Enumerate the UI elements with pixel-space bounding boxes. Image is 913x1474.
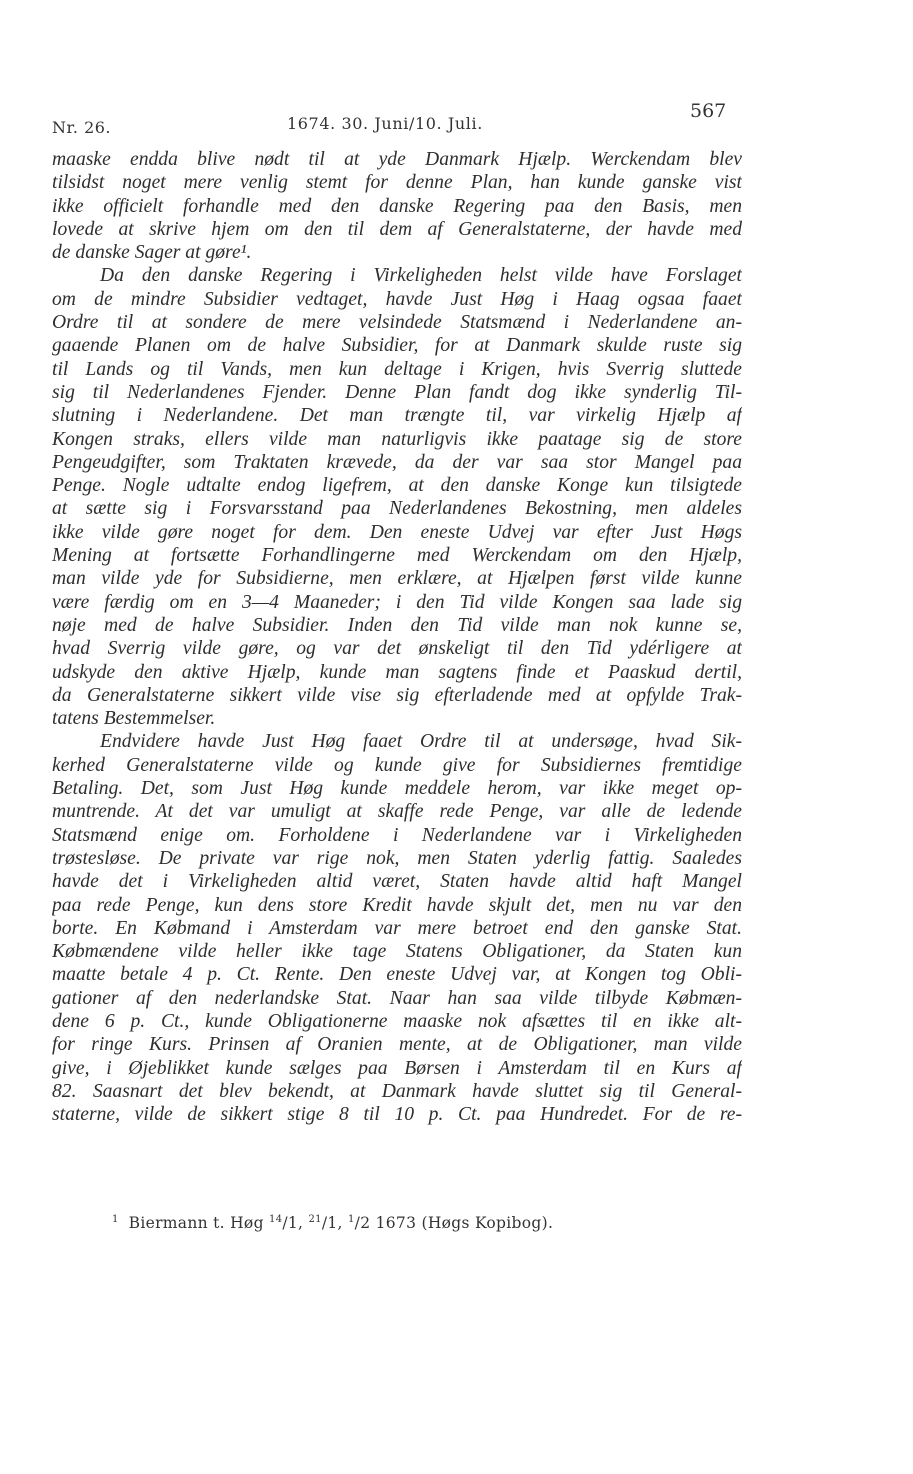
footnote-date3-rest: /2 [354, 1214, 371, 1232]
footnote-date1-sup: 14 [269, 1213, 283, 1225]
text-line: til Lands og til Vands, men kun deltage i Krigen, hvis Sverrig sluttede [52, 358, 742, 380]
footnote-date2-sup: 21 [308, 1213, 322, 1225]
text-line: tilsidst noget mere venlig stemt for denne Plan, han kunde ganske vist [52, 172, 742, 194]
text-line: Pengeudgifter, som Traktaten krævede, da der var saa stor Mangel paa [52, 451, 742, 473]
text-line: Købmændene vilde heller ikke tage Statens Obligationer, da Staten kun [52, 941, 742, 963]
running-header [52, 108, 733, 138]
text-line: paa rede Penge, kun dens store Kredit havde skjult det, men nu var den [52, 894, 742, 916]
text-line: for ringe Kurs. Prinsen af Oranien mente, at de Obligationer, man vilde [52, 1034, 742, 1056]
text-line: ikke officielt forhandle med den danske Regering paa den Basis, men [52, 195, 742, 217]
text-line: man vilde yde for Subsidierne, men erklære, at Hjælpen først vilde kunne [52, 568, 742, 590]
footnote-text-after: 1673 (Høgs Kopibog). [375, 1214, 554, 1232]
text-line: tatens Bestemmelser. [52, 708, 216, 730]
text-line: borte. En Købmand i Amsterdam var mere betroet end den ganske Stat. [52, 917, 742, 939]
footnote-date1-rest: /1, [282, 1214, 304, 1232]
page-number: 567 [690, 100, 727, 122]
text-line: kerhed Generalstaterne vilde og kunde give for Subsidiernes fremtidige [52, 754, 742, 776]
document-number: Nr. 26. [52, 118, 112, 137]
footnote-date2-rest: /1, [321, 1214, 343, 1232]
text-line: være færdig om en 3—4 Maaneder; i den Tid vilde Kongen saa lade sig [52, 591, 742, 613]
text-line: da Generalstaterne sikkert vilde vise sig efterladende med at opfylde Trak- [52, 684, 742, 706]
text-line: maatte betale 4 p. Ct. Rente. Den eneste Udvej var, at Kongen tog Obli- [52, 964, 742, 986]
text-line: Mening at fortsætte Forhandlingerne med Werckendam om den Hjælp, [52, 545, 742, 567]
text-line: havde det i Virkeligheden altid været, Staten havde altid haft Mangel [52, 871, 742, 893]
footnote-date3-sup: 1 [348, 1213, 355, 1225]
text-line: ikke vilde gøre noget for dem. Den eneste Udvej var efter Just Høgs [52, 521, 742, 543]
text-line: lovede at skrive hjem om den til dem af Generalstaterne, der havde med [52, 218, 742, 240]
header-date: 1674. 30. Juni/10. Juli. [287, 114, 483, 133]
text-line: Endvidere havde Just Høg faaet Ordre til at undersøge, hvad Sik- [100, 731, 742, 753]
text-line: muntrende. At det var umuligt at skaffe rede Penge, var alle de ledende [52, 801, 742, 823]
text-line: give, i Øjeblikket kunde sælges paa Børsen i Amsterdam til en Kurs af [52, 1057, 742, 1079]
text-line: gaaende Planen om de halve Subsidier, for at Danmark skulde ruste sig [52, 335, 742, 357]
text-line: udskyde den aktive Hjælp, kunde man sagtens finde et Paaskud dertil, [52, 661, 742, 683]
text-line: slutning i Nederlandene. Det man trængte til, var virkelig Hjælp af [52, 405, 742, 427]
text-line: Da den danske Regering i Virkeligheden helst vilde have Forslaget [100, 265, 742, 287]
text-line: hvad Sverrig vilde gøre, og var det ønskeligt til den Tid ydérligere at [52, 638, 742, 660]
text-line: om de mindre Subsidier vedtaget, havde Just Høg i Haag ogsaa faaet [52, 288, 742, 310]
text-line: Kongen straks, ellers vilde man naturligvis ikke paatage sig de store [52, 428, 742, 450]
text-line: at sætte sig i Forsvarsstand paa Nederlandenes Bekostning, men aldeles [52, 498, 742, 520]
footnote-text-before: Biermann t. Høg [128, 1214, 264, 1232]
text-line: dene 6 p. Ct., kunde Obligationerne maaske nok afsættes til en ikke alt- [52, 1010, 742, 1032]
text-line: 82. Saasnart det blev bekendt, at Danmark havde sluttet sig til General- [52, 1080, 742, 1102]
text-line: gationer af den nederlandske Stat. Naar han saa vilde tilbyde Købmæn- [52, 987, 742, 1009]
body-text [52, 148, 742, 1126]
text-line: Betaling. Det, som Just Høg kunde meddele herom, var ikke meget op- [52, 778, 742, 800]
footnote [112, 1214, 553, 1232]
text-line: Statsmænd enige om. Forholdene i Nederlandene var i Virkeligheden [52, 824, 742, 846]
text-line: Ordre til at sondere de mere velsindede Statsmænd i Nederlandene an- [52, 312, 742, 334]
text-line: trøstesløse. De private var rige nok, men Staten yderlig fattig. Saaledes [52, 847, 742, 869]
text-line: staterne, vilde de sikkert stige 8 til 10 p. Ct. paa Hundredet. For de re- [52, 1104, 742, 1126]
text-line: nøje med de halve Subsidier. Inden den Tid vilde man nok kunne se, [52, 614, 742, 636]
footnote-marker: 1 [112, 1213, 119, 1225]
text-line: maaske endda blive nødt til at yde Danmark Hjælp. Werckendam blev [52, 149, 742, 170]
text-line: sig til Nederlandenes Fjender. Denne Plan fandt dog ikke synderlig Til- [52, 381, 742, 403]
text-line: de danske Sager at gøre¹. [52, 242, 252, 264]
text-line: Penge. Nogle udtalte endog ligefrem, at den danske Konge kun tilsigtede [52, 475, 742, 497]
